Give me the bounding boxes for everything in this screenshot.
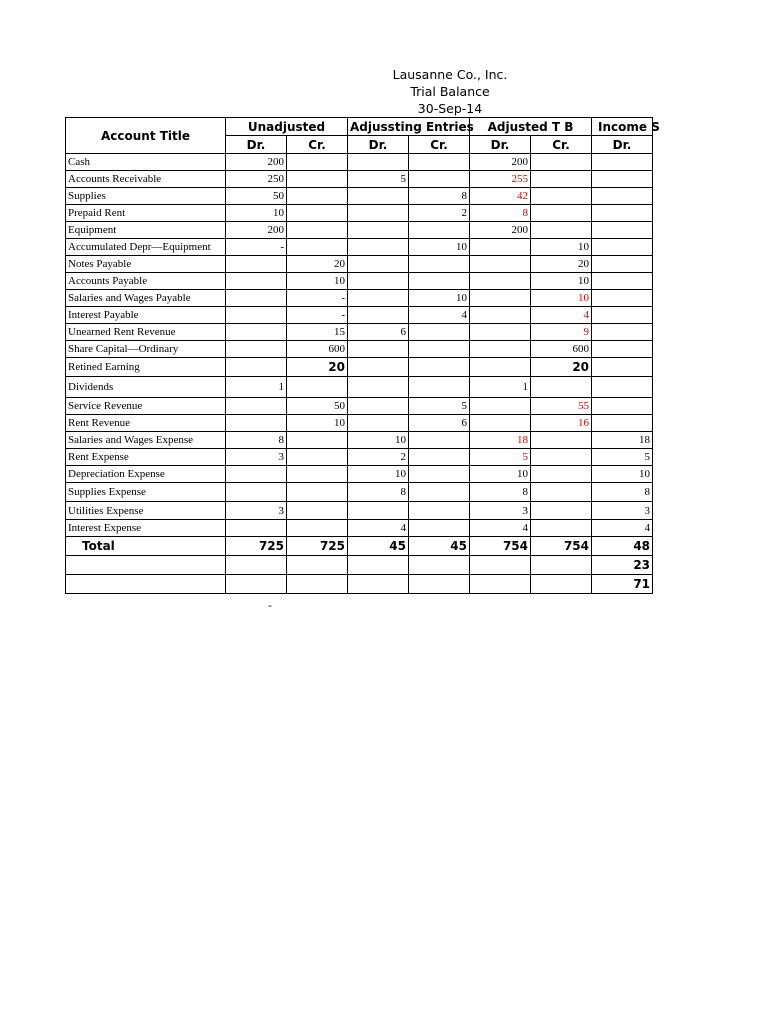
table-row	[66, 171, 653, 188]
table-row	[66, 415, 653, 432]
account-title-cell: Rent Expense	[66, 449, 226, 466]
amount-cell-t-cr: 20	[531, 358, 592, 377]
amount-cell-t-dr	[470, 239, 531, 256]
table-row	[66, 307, 653, 324]
total-cell-t-dr: 754	[470, 537, 531, 556]
amount-cell-i-dr	[592, 171, 653, 188]
amount-cell-i-dr	[592, 398, 653, 415]
amount-cell-a-cr	[409, 449, 470, 466]
amount-cell-u-cr: 600	[287, 341, 348, 358]
amount-cell-a-cr	[409, 520, 470, 537]
amount-cell-i-dr: 8	[592, 483, 653, 502]
header-adjusted-tb: Adjusted T B	[470, 118, 592, 136]
empty-cell	[287, 575, 348, 594]
empty-cell	[287, 556, 348, 575]
amount-cell-u-dr	[226, 341, 287, 358]
totals-row	[66, 537, 653, 556]
empty-cell	[348, 575, 409, 594]
empty-cell	[470, 556, 531, 575]
amount-cell-a-dr: 8	[348, 483, 409, 502]
income-extra-cell: 23	[592, 556, 653, 575]
amount-cell-i-dr: 4	[592, 520, 653, 537]
amount-cell-t-cr: 55	[531, 398, 592, 415]
amount-cell-t-cr	[531, 188, 592, 205]
header-unadjusted-cr: Cr.	[287, 136, 348, 154]
amount-cell-a-dr	[348, 222, 409, 239]
amount-cell-u-cr: 10	[287, 273, 348, 290]
amount-cell-u-dr: 3	[226, 502, 287, 520]
amount-cell-t-dr	[470, 307, 531, 324]
amount-cell-t-dr: 10	[470, 466, 531, 483]
amount-cell-t-dr: 5	[470, 449, 531, 466]
total-cell-t-cr: 754	[531, 537, 592, 556]
amount-cell-t-cr	[531, 466, 592, 483]
amount-cell-u-cr	[287, 483, 348, 502]
amount-cell-a-dr	[348, 205, 409, 222]
extra-row	[66, 575, 653, 594]
amount-cell-i-dr	[592, 256, 653, 273]
table-row	[66, 273, 653, 290]
amount-cell-u-dr	[226, 398, 287, 415]
amount-cell-t-dr: 200	[470, 222, 531, 239]
amount-cell-a-cr	[409, 377, 470, 398]
account-title-cell: Interest Expense	[66, 520, 226, 537]
amount-cell-u-dr: 250	[226, 171, 287, 188]
amount-cell-t-dr	[470, 256, 531, 273]
amount-cell-a-cr: 6	[409, 415, 470, 432]
account-title-cell: Depreciation Expense	[66, 466, 226, 483]
amount-cell-a-cr: 2	[409, 205, 470, 222]
amount-cell-u-dr	[226, 256, 287, 273]
account-title-cell: Accumulated Depr—Equipment	[66, 239, 226, 256]
header-income-dr: Dr.	[592, 136, 653, 154]
amount-cell-t-dr: 4	[470, 520, 531, 537]
empty-cell	[66, 556, 226, 575]
amount-cell-t-dr: 42	[470, 188, 531, 205]
amount-cell-t-cr	[531, 205, 592, 222]
amount-cell-a-dr	[348, 273, 409, 290]
amount-cell-u-dr: 50	[226, 188, 287, 205]
trial-balance-table	[65, 117, 660, 594]
amount-cell-t-dr	[470, 358, 531, 377]
account-title-cell: Equipment	[66, 222, 226, 239]
amount-cell-u-cr: 20	[287, 358, 348, 377]
amount-cell-u-cr: 20	[287, 256, 348, 273]
table-row	[66, 256, 653, 273]
account-title-cell: Rent Revenue	[66, 415, 226, 432]
amount-cell-t-cr: 10	[531, 239, 592, 256]
amount-cell-i-dr	[592, 273, 653, 290]
amount-cell-t-dr	[470, 273, 531, 290]
amount-cell-t-dr	[470, 341, 531, 358]
amount-cell-t-cr: 600	[531, 341, 592, 358]
amount-cell-u-cr	[287, 432, 348, 449]
empty-cell	[531, 556, 592, 575]
amount-cell-t-cr	[531, 520, 592, 537]
header-adjusted-cr: Cr.	[531, 136, 592, 154]
amount-cell-u-cr	[287, 222, 348, 239]
amount-cell-a-cr	[409, 466, 470, 483]
amount-cell-a-cr	[409, 273, 470, 290]
amount-cell-t-dr	[470, 398, 531, 415]
table-row	[66, 520, 653, 537]
amount-cell-a-dr: 4	[348, 520, 409, 537]
report-date: 30-Sep-14	[417, 101, 483, 116]
amount-cell-u-cr: -	[287, 307, 348, 324]
account-title-cell: Unearned Rent Revenue	[66, 324, 226, 341]
total-cell-a-cr: 45	[409, 537, 470, 556]
amount-cell-u-cr: -	[287, 290, 348, 307]
extra-row	[66, 556, 653, 575]
amount-cell-u-cr	[287, 466, 348, 483]
amount-cell-u-cr	[287, 377, 348, 398]
amount-cell-a-dr	[348, 154, 409, 171]
amount-cell-u-cr	[287, 171, 348, 188]
table-row	[66, 188, 653, 205]
amount-cell-u-cr	[287, 205, 348, 222]
amount-cell-t-dr	[470, 290, 531, 307]
header-account-title: Account Title	[66, 118, 226, 154]
amount-cell-t-cr	[531, 154, 592, 171]
amount-cell-i-dr: 10	[592, 466, 653, 483]
amount-cell-a-cr	[409, 341, 470, 358]
account-title-cell: Cash	[66, 154, 226, 171]
amount-cell-i-dr	[592, 415, 653, 432]
header-adjusted-dr: Dr.	[470, 136, 531, 154]
amount-cell-a-cr	[409, 502, 470, 520]
amount-cell-i-dr	[592, 341, 653, 358]
table-row	[66, 290, 653, 307]
amount-cell-a-dr	[348, 290, 409, 307]
header-adjusting-cr: Cr.	[409, 136, 470, 154]
amount-cell-i-dr	[592, 324, 653, 341]
empty-cell	[348, 556, 409, 575]
amount-cell-a-dr	[348, 256, 409, 273]
amount-cell-u-dr: 3	[226, 449, 287, 466]
table-row	[66, 239, 653, 256]
amount-cell-a-cr	[409, 358, 470, 377]
account-title-cell: Service Revenue	[66, 398, 226, 415]
amount-cell-i-dr: 3	[592, 502, 653, 520]
amount-cell-i-dr	[592, 154, 653, 171]
amount-cell-i-dr	[592, 222, 653, 239]
amount-cell-u-cr	[287, 154, 348, 171]
amount-cell-i-dr	[592, 290, 653, 307]
empty-cell	[470, 575, 531, 594]
amount-cell-t-dr: 1	[470, 377, 531, 398]
amount-cell-u-dr	[226, 273, 287, 290]
total-cell-u-cr: 725	[287, 537, 348, 556]
table-row	[66, 324, 653, 341]
amount-cell-t-dr: 18	[470, 432, 531, 449]
amount-cell-u-cr	[287, 520, 348, 537]
table-row	[66, 449, 653, 466]
amount-cell-u-dr: -	[226, 239, 287, 256]
amount-cell-u-dr	[226, 415, 287, 432]
amount-cell-a-cr	[409, 324, 470, 341]
empty-cell	[226, 556, 287, 575]
amount-cell-u-dr	[226, 307, 287, 324]
table-row	[66, 377, 653, 398]
amount-cell-t-cr	[531, 483, 592, 502]
header-adjusting-entries: Adjussting Entries	[348, 118, 470, 136]
account-title-cell: Prepaid Rent	[66, 205, 226, 222]
amount-cell-t-dr: 8	[470, 205, 531, 222]
account-title-cell: Accounts Receivable	[66, 171, 226, 188]
empty-cell	[531, 575, 592, 594]
amount-cell-a-dr	[348, 239, 409, 256]
amount-cell-a-dr	[348, 377, 409, 398]
amount-cell-i-dr: 18	[592, 432, 653, 449]
table-row	[66, 466, 653, 483]
header-unadjusted-dr: Dr.	[226, 136, 287, 154]
table-row	[66, 358, 653, 377]
empty-cell	[409, 556, 470, 575]
account-title-cell: Supplies	[66, 188, 226, 205]
header-unadjusted: Unadjusted	[226, 118, 348, 136]
amount-cell-i-dr	[592, 358, 653, 377]
amount-cell-u-dr: 10	[226, 205, 287, 222]
amount-cell-t-dr: 3	[470, 502, 531, 520]
amount-cell-a-cr	[409, 483, 470, 502]
amount-cell-u-cr	[287, 239, 348, 256]
amount-cell-a-dr: 10	[348, 466, 409, 483]
amount-cell-a-cr: 10	[409, 290, 470, 307]
amount-cell-a-dr	[348, 415, 409, 432]
amount-cell-a-cr	[409, 171, 470, 188]
header-adjusting-dr: Dr.	[348, 136, 409, 154]
total-label: Total	[66, 537, 226, 556]
amount-cell-a-cr: 10	[409, 239, 470, 256]
account-title-cell: Notes Payable	[66, 256, 226, 273]
account-title-cell: Utilities Expense	[66, 502, 226, 520]
table-row	[66, 154, 653, 171]
amount-cell-u-cr	[287, 449, 348, 466]
amount-cell-t-cr	[531, 222, 592, 239]
amount-cell-u-cr	[287, 188, 348, 205]
amount-cell-t-cr: 20	[531, 256, 592, 273]
amount-cell-t-dr: 8	[470, 483, 531, 502]
account-title-cell: Supplies Expense	[66, 483, 226, 502]
amount-cell-u-dr	[226, 483, 287, 502]
amount-cell-i-dr	[592, 188, 653, 205]
empty-cell	[226, 575, 287, 594]
amount-cell-u-dr	[226, 358, 287, 377]
amount-cell-t-dr: 200	[470, 154, 531, 171]
account-title-cell: Retined Earning	[66, 358, 226, 377]
account-title-cell: Interest Payable	[66, 307, 226, 324]
amount-cell-u-dr	[226, 290, 287, 307]
amount-cell-a-dr	[348, 502, 409, 520]
amount-cell-u-dr	[226, 324, 287, 341]
amount-cell-i-dr	[592, 307, 653, 324]
amount-cell-a-dr: 6	[348, 324, 409, 341]
account-title-cell: Accounts Payable	[66, 273, 226, 290]
total-cell-a-dr: 45	[348, 537, 409, 556]
amount-cell-a-dr: 10	[348, 432, 409, 449]
amount-cell-t-cr	[531, 377, 592, 398]
amount-cell-a-dr	[348, 398, 409, 415]
table-row	[66, 222, 653, 239]
amount-cell-i-dr: 5	[592, 449, 653, 466]
amount-cell-i-dr	[592, 377, 653, 398]
amount-cell-u-dr: 200	[226, 222, 287, 239]
amount-cell-a-cr: 4	[409, 307, 470, 324]
amount-cell-u-dr: 200	[226, 154, 287, 171]
amount-cell-a-cr: 5	[409, 398, 470, 415]
account-title-cell: Salaries and Wages Expense	[66, 432, 226, 449]
amount-cell-u-cr: 15	[287, 324, 348, 341]
table-row	[66, 502, 653, 520]
amount-cell-u-dr	[226, 466, 287, 483]
amount-cell-t-cr: 4	[531, 307, 592, 324]
amount-cell-u-cr: 50	[287, 398, 348, 415]
table-row	[66, 341, 653, 358]
income-extra-cell: 71	[592, 575, 653, 594]
account-title-cell: Share Capital—Ordinary	[66, 341, 226, 358]
amount-cell-t-cr	[531, 171, 592, 188]
total-cell-i-dr: 48	[592, 537, 653, 556]
amount-cell-u-dr	[226, 520, 287, 537]
amount-cell-a-dr	[348, 341, 409, 358]
account-title-cell: Dividends	[66, 377, 226, 398]
amount-cell-a-dr	[348, 307, 409, 324]
company-name: Lausanne Co., Inc.	[392, 67, 508, 82]
empty-cell	[66, 575, 226, 594]
amount-cell-a-dr	[348, 188, 409, 205]
report-title: Trial Balance	[410, 84, 490, 99]
amount-cell-t-cr: 9	[531, 324, 592, 341]
amount-cell-a-cr	[409, 256, 470, 273]
amount-cell-a-dr: 5	[348, 171, 409, 188]
amount-cell-t-cr	[531, 502, 592, 520]
table-row	[66, 483, 653, 502]
empty-cell	[409, 575, 470, 594]
total-cell-u-dr: 725	[226, 537, 287, 556]
stray-mark: -	[268, 599, 272, 612]
amount-cell-t-cr	[531, 449, 592, 466]
amount-cell-t-dr	[470, 415, 531, 432]
amount-cell-a-cr	[409, 432, 470, 449]
amount-cell-a-dr	[348, 358, 409, 377]
header-income-statement: Income S	[592, 118, 653, 136]
amount-cell-t-cr: 16	[531, 415, 592, 432]
amount-cell-i-dr	[592, 239, 653, 256]
amount-cell-u-cr	[287, 502, 348, 520]
amount-cell-u-cr: 10	[287, 415, 348, 432]
amount-cell-t-cr: 10	[531, 273, 592, 290]
table-row	[66, 205, 653, 222]
amount-cell-t-dr	[470, 324, 531, 341]
amount-cell-u-dr: 8	[226, 432, 287, 449]
table-row	[66, 398, 653, 415]
amount-cell-u-dr: 1	[226, 377, 287, 398]
amount-cell-a-cr: 8	[409, 188, 470, 205]
amount-cell-t-cr: 10	[531, 290, 592, 307]
table-row	[66, 432, 653, 449]
account-title-cell: Salaries and Wages Payable	[66, 290, 226, 307]
amount-cell-t-cr	[531, 432, 592, 449]
amount-cell-a-cr	[409, 154, 470, 171]
amount-cell-a-cr	[409, 222, 470, 239]
amount-cell-a-dr: 2	[348, 449, 409, 466]
amount-cell-i-dr	[592, 205, 653, 222]
amount-cell-t-dr: 255	[470, 171, 531, 188]
